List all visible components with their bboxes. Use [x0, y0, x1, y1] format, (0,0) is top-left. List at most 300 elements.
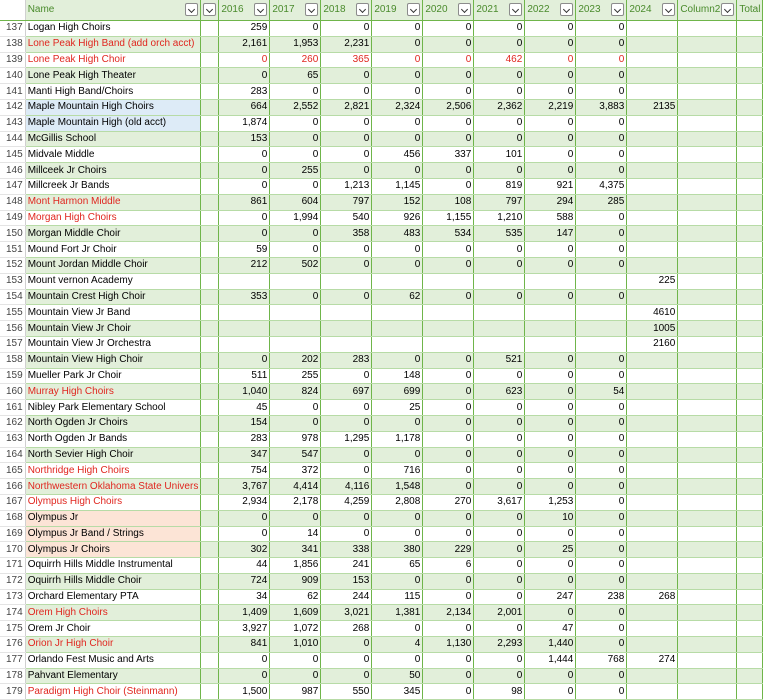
column-header-2019[interactable]: 2019 [372, 0, 423, 21]
cell-value[interactable]: 0 [423, 163, 474, 179]
cell-value[interactable]: 0 [423, 21, 474, 37]
row-number[interactable]: 152 [0, 257, 25, 273]
cell-value[interactable]: 0 [474, 526, 525, 542]
cell-value[interactable]: 0 [474, 431, 525, 447]
cell-total[interactable] [737, 68, 763, 84]
cell-value[interactable] [627, 21, 678, 37]
filter-dropdown-icon[interactable] [509, 3, 522, 16]
cell-total[interactable] [737, 526, 763, 542]
row-number[interactable]: 168 [0, 510, 25, 526]
cell-value[interactable]: 0 [525, 68, 576, 84]
cell-value[interactable]: 0 [423, 400, 474, 416]
cell-name[interactable]: Manti High Band/Choirs [25, 84, 201, 100]
column-header-2020[interactable]: 2020 [423, 0, 474, 21]
cell-value[interactable]: 148 [372, 368, 423, 384]
filter-dropdown-icon[interactable] [407, 3, 420, 16]
cell-value[interactable]: 1,953 [270, 36, 321, 52]
cell-value[interactable] [678, 336, 737, 352]
row-number[interactable]: 164 [0, 447, 25, 463]
cell-value[interactable]: 0 [219, 510, 270, 526]
cell-value[interactable]: 0 [372, 21, 423, 37]
cell-value[interactable]: 987 [270, 684, 321, 700]
cell-value[interactable]: 0 [423, 115, 474, 131]
filter-dropdown-icon[interactable] [611, 3, 624, 16]
cell-value[interactable]: 225 [627, 273, 678, 289]
row-number[interactable]: 159 [0, 368, 25, 384]
cell-value[interactable]: 0 [474, 242, 525, 258]
cell-value[interactable]: 65 [270, 68, 321, 84]
cell-value[interactable] [201, 668, 219, 684]
cell-value[interactable] [627, 573, 678, 589]
table-row[interactable] [0, 431, 763, 447]
cell-value[interactable]: 0 [270, 652, 321, 668]
cell-value[interactable]: 0 [474, 463, 525, 479]
table-row[interactable] [0, 605, 763, 621]
cell-value[interactable]: 345 [372, 684, 423, 700]
cell-value[interactable] [201, 178, 219, 194]
cell-value[interactable]: 797 [474, 194, 525, 210]
cell-value[interactable] [678, 257, 737, 273]
cell-value[interactable] [201, 400, 219, 416]
cell-value[interactable] [627, 242, 678, 258]
row-number[interactable]: 143 [0, 115, 25, 131]
cell-value[interactable]: 1,213 [321, 178, 372, 194]
cell-value[interactable] [627, 131, 678, 147]
cell-value[interactable]: 25 [372, 400, 423, 416]
cell-value[interactable] [627, 684, 678, 700]
column-header-column2[interactable]: Column2 [678, 0, 737, 21]
cell-value[interactable]: 0 [576, 637, 627, 653]
cell-name[interactable]: Orchard Elementary PTA [25, 589, 201, 605]
cell-value[interactable]: 797 [321, 194, 372, 210]
cell-value[interactable]: 98 [474, 684, 525, 700]
table-row[interactable] [0, 99, 763, 115]
cell-total[interactable] [737, 652, 763, 668]
cell-value[interactable] [678, 21, 737, 37]
cell-value[interactable]: 2,934 [219, 494, 270, 510]
cell-value[interactable]: 0 [474, 652, 525, 668]
cell-value[interactable]: 1,381 [372, 605, 423, 621]
cell-value[interactable]: 0 [474, 589, 525, 605]
cell-value[interactable]: 2,362 [474, 99, 525, 115]
cell-value[interactable] [270, 305, 321, 321]
cell-total[interactable] [737, 131, 763, 147]
cell-value[interactable] [627, 558, 678, 574]
cell-value[interactable]: 44 [219, 558, 270, 574]
cell-value[interactable]: 353 [219, 289, 270, 305]
cell-value[interactable]: 1,145 [372, 178, 423, 194]
cell-value[interactable] [423, 273, 474, 289]
cell-value[interactable]: 0 [576, 573, 627, 589]
cell-value[interactable] [576, 336, 627, 352]
cell-value[interactable]: 0 [270, 178, 321, 194]
table-row[interactable] [0, 384, 763, 400]
cell-value[interactable] [270, 273, 321, 289]
cell-value[interactable]: 0 [270, 21, 321, 37]
table-row[interactable] [0, 163, 763, 179]
table-row[interactable] [0, 242, 763, 258]
cell-value[interactable]: 1,295 [321, 431, 372, 447]
filter-dropdown-icon[interactable] [254, 3, 267, 16]
cell-value[interactable]: 47 [525, 621, 576, 637]
cell-value[interactable]: 0 [321, 242, 372, 258]
cell-value[interactable] [201, 589, 219, 605]
table-row[interactable] [0, 257, 763, 273]
cell-value[interactable]: 0 [576, 352, 627, 368]
cell-name[interactable]: Mound Fort Jr Choir [25, 242, 201, 258]
cell-total[interactable] [737, 558, 763, 574]
cell-value[interactable] [678, 321, 737, 337]
cell-name[interactable]: Oquirrh Hills Middle Choir [25, 573, 201, 589]
cell-value[interactable] [423, 321, 474, 337]
cell-value[interactable] [372, 305, 423, 321]
table-row[interactable] [0, 131, 763, 147]
cell-total[interactable] [737, 637, 763, 653]
cell-value[interactable]: 0 [219, 163, 270, 179]
cell-value[interactable]: 0 [270, 115, 321, 131]
cell-value[interactable] [474, 336, 525, 352]
cell-name[interactable]: Morgan Middle Choir [25, 226, 201, 242]
cell-value[interactable]: 547 [270, 447, 321, 463]
cell-value[interactable] [201, 431, 219, 447]
cell-value[interactable] [678, 226, 737, 242]
cell-value[interactable]: 0 [576, 463, 627, 479]
cell-value[interactable] [678, 558, 737, 574]
cell-value[interactable] [525, 273, 576, 289]
cell-value[interactable]: 0 [423, 463, 474, 479]
filter-dropdown-icon[interactable] [458, 3, 471, 16]
cell-value[interactable] [576, 273, 627, 289]
cell-value[interactable] [627, 542, 678, 558]
cell-value[interactable]: 0 [474, 163, 525, 179]
table-row[interactable] [0, 558, 763, 574]
table-row[interactable] [0, 510, 763, 526]
cell-value[interactable]: 0 [474, 289, 525, 305]
cell-value[interactable] [201, 21, 219, 37]
cell-value[interactable] [627, 147, 678, 163]
cell-value[interactable] [678, 431, 737, 447]
row-number[interactable]: 179 [0, 684, 25, 700]
cell-value[interactable] [201, 305, 219, 321]
table-row[interactable] [0, 494, 763, 510]
cell-value[interactable] [627, 447, 678, 463]
filter-dropdown-icon[interactable] [203, 3, 216, 16]
cell-value[interactable]: 502 [270, 257, 321, 273]
cell-value[interactable]: 1,210 [474, 210, 525, 226]
cell-value[interactable]: 50 [372, 668, 423, 684]
cell-total[interactable] [737, 668, 763, 684]
cell-name[interactable]: Lone Peak High Choir [25, 52, 201, 68]
cell-value[interactable] [678, 526, 737, 542]
cell-value[interactable]: 2,001 [474, 605, 525, 621]
cell-value[interactable]: 768 [576, 652, 627, 668]
cell-total[interactable] [737, 210, 763, 226]
table-row[interactable] [0, 463, 763, 479]
cell-value[interactable] [201, 273, 219, 289]
cell-name[interactable]: Pahvant Elementary [25, 668, 201, 684]
cell-value[interactable] [474, 273, 525, 289]
cell-value[interactable]: 14 [270, 526, 321, 542]
cell-name[interactable]: Morgan High Choirs [25, 210, 201, 226]
cell-value[interactable] [201, 147, 219, 163]
table-row[interactable] [0, 178, 763, 194]
cell-value[interactable] [576, 305, 627, 321]
cell-value[interactable]: 0 [474, 257, 525, 273]
cell-value[interactable] [525, 336, 576, 352]
cell-value[interactable]: 0 [576, 621, 627, 637]
cell-value[interactable]: 0 [525, 289, 576, 305]
cell-value[interactable]: 0 [423, 36, 474, 52]
cell-value[interactable]: 0 [525, 558, 576, 574]
cell-total[interactable] [737, 400, 763, 416]
cell-value[interactable] [678, 447, 737, 463]
cell-value[interactable]: 0 [219, 210, 270, 226]
cell-value[interactable]: 380 [372, 542, 423, 558]
cell-value[interactable]: 0 [321, 463, 372, 479]
cell-value[interactable]: 0 [372, 68, 423, 84]
cell-value[interactable]: 0 [423, 84, 474, 100]
table-row[interactable] [0, 415, 763, 431]
cell-total[interactable] [737, 289, 763, 305]
cell-value[interactable]: 0 [321, 289, 372, 305]
cell-value[interactable] [201, 36, 219, 52]
cell-value[interactable]: 841 [219, 637, 270, 653]
cell-value[interactable] [678, 305, 737, 321]
cell-total[interactable] [737, 321, 763, 337]
cell-value[interactable] [678, 131, 737, 147]
cell-name[interactable]: Mont Harmon Middle [25, 194, 201, 210]
cell-value[interactable] [201, 336, 219, 352]
cell-value[interactable]: 0 [474, 573, 525, 589]
cell-value[interactable]: 3,767 [219, 479, 270, 495]
cell-value[interactable]: 259 [219, 21, 270, 37]
cell-value[interactable]: 0 [576, 68, 627, 84]
cell-value[interactable]: 2,506 [423, 99, 474, 115]
cell-value[interactable]: 0 [576, 526, 627, 542]
cell-value[interactable]: 101 [474, 147, 525, 163]
cell-value[interactable]: 0 [576, 289, 627, 305]
row-number[interactable]: 138 [0, 36, 25, 52]
cell-name[interactable]: Midvale Middle [25, 147, 201, 163]
cell-value[interactable]: 0 [321, 68, 372, 84]
cell-name[interactable]: Maple Mountain High Choirs [25, 99, 201, 115]
cell-value[interactable] [474, 321, 525, 337]
cell-value[interactable]: 699 [372, 384, 423, 400]
filter-dropdown-icon[interactable] [721, 3, 734, 16]
cell-value[interactable]: 0 [219, 226, 270, 242]
row-number[interactable]: 151 [0, 242, 25, 258]
cell-value[interactable]: 0 [576, 257, 627, 273]
cell-value[interactable]: 0 [576, 131, 627, 147]
cell-total[interactable] [737, 463, 763, 479]
cell-total[interactable] [737, 178, 763, 194]
cell-value[interactable] [201, 573, 219, 589]
cell-value[interactable]: 285 [576, 194, 627, 210]
table-row[interactable] [0, 52, 763, 68]
cell-value[interactable]: 0 [525, 84, 576, 100]
cell-value[interactable]: 1,440 [525, 637, 576, 653]
cell-value[interactable]: 337 [423, 147, 474, 163]
table-row[interactable] [0, 194, 763, 210]
cell-value[interactable]: 0 [576, 242, 627, 258]
cell-value[interactable]: 0 [576, 542, 627, 558]
cell-value[interactable] [678, 415, 737, 431]
cell-value[interactable]: 0 [321, 637, 372, 653]
cell-value[interactable]: 54 [576, 384, 627, 400]
cell-value[interactable]: 1,178 [372, 431, 423, 447]
cell-name[interactable]: North Ogden Jr Choirs [25, 415, 201, 431]
cell-value[interactable] [201, 242, 219, 258]
cell-value[interactable] [201, 226, 219, 242]
cell-value[interactable]: 0 [423, 384, 474, 400]
table-row[interactable] [0, 573, 763, 589]
cell-value[interactable]: 0 [576, 431, 627, 447]
cell-value[interactable]: 1,130 [423, 637, 474, 653]
cell-value[interactable]: 0 [474, 479, 525, 495]
cell-value[interactable]: 511 [219, 368, 270, 384]
cell-value[interactable]: 1,010 [270, 637, 321, 653]
cell-value[interactable]: 1,040 [219, 384, 270, 400]
cell-value[interactable]: 0 [474, 400, 525, 416]
row-number[interactable]: 139 [0, 52, 25, 68]
cell-value[interactable] [627, 431, 678, 447]
cell-value[interactable]: 0 [474, 84, 525, 100]
cell-value[interactable]: 3,617 [474, 494, 525, 510]
cell-value[interactable]: 0 [576, 447, 627, 463]
cell-value[interactable] [423, 305, 474, 321]
cell-value[interactable]: 0 [372, 36, 423, 52]
cell-value[interactable] [372, 321, 423, 337]
cell-name[interactable]: North Ogden Jr Bands [25, 431, 201, 447]
cell-value[interactable] [201, 447, 219, 463]
cell-value[interactable] [201, 542, 219, 558]
cell-total[interactable] [737, 194, 763, 210]
cell-total[interactable] [737, 99, 763, 115]
cell-value[interactable]: 0 [474, 21, 525, 37]
cell-value[interactable] [201, 52, 219, 68]
cell-value[interactable] [678, 368, 737, 384]
cell-value[interactable]: 0 [525, 526, 576, 542]
cell-name[interactable]: Paradigm High Choir (Steinmann) [25, 684, 201, 700]
cell-value[interactable] [627, 510, 678, 526]
cell-value[interactable] [201, 415, 219, 431]
cell-value[interactable] [627, 368, 678, 384]
cell-value[interactable]: 0 [525, 447, 576, 463]
cell-value[interactable]: 0 [525, 21, 576, 37]
row-number[interactable]: 140 [0, 68, 25, 84]
cell-name[interactable]: Olympus High Choirs [25, 494, 201, 510]
cell-value[interactable]: 1,500 [219, 684, 270, 700]
cell-value[interactable]: 0 [270, 242, 321, 258]
cell-value[interactable]: 664 [219, 99, 270, 115]
cell-total[interactable] [737, 352, 763, 368]
cell-value[interactable]: 1,856 [270, 558, 321, 574]
cell-value[interactable]: 0 [576, 400, 627, 416]
cell-value[interactable] [201, 257, 219, 273]
cell-value[interactable] [201, 526, 219, 542]
cell-value[interactable]: 0 [576, 226, 627, 242]
cell-value[interactable]: 2135 [627, 99, 678, 115]
table-row[interactable] [0, 68, 763, 84]
cell-value[interactable]: 697 [321, 384, 372, 400]
cell-value[interactable] [678, 494, 737, 510]
cell-value[interactable] [678, 637, 737, 653]
cell-name[interactable]: Murray High Choirs [25, 384, 201, 400]
cell-value[interactable]: 341 [270, 542, 321, 558]
cell-value[interactable] [678, 542, 737, 558]
cell-value[interactable]: 2,821 [321, 99, 372, 115]
cell-value[interactable]: 238 [576, 589, 627, 605]
cell-value[interactable]: 0 [423, 368, 474, 384]
row-number[interactable]: 149 [0, 210, 25, 226]
cell-value[interactable]: 62 [270, 589, 321, 605]
cell-total[interactable] [737, 273, 763, 289]
cell-value[interactable]: 229 [423, 542, 474, 558]
cell-name[interactable]: Northridge High Choirs [25, 463, 201, 479]
cell-value[interactable]: 0 [525, 257, 576, 273]
cell-value[interactable]: 2,552 [270, 99, 321, 115]
cell-value[interactable] [627, 52, 678, 68]
cell-value[interactable] [678, 36, 737, 52]
row-number[interactable]: 147 [0, 178, 25, 194]
cell-name[interactable]: Orlando Fest Music and Arts [25, 652, 201, 668]
cell-value[interactable]: 462 [474, 52, 525, 68]
cell-value[interactable]: 247 [525, 589, 576, 605]
cell-value[interactable] [474, 305, 525, 321]
cell-value[interactable] [627, 352, 678, 368]
cell-value[interactable]: 0 [525, 368, 576, 384]
cell-value[interactable]: 1005 [627, 321, 678, 337]
row-number[interactable]: 158 [0, 352, 25, 368]
cell-value[interactable] [627, 36, 678, 52]
cell-value[interactable]: 0 [321, 147, 372, 163]
table-row[interactable] [0, 479, 763, 495]
cell-value[interactable]: 2,219 [525, 99, 576, 115]
cell-value[interactable]: 3,883 [576, 99, 627, 115]
cell-value[interactable]: 2,231 [321, 36, 372, 52]
cell-value[interactable] [678, 573, 737, 589]
cell-name[interactable]: Mountain View Jr Band [25, 305, 201, 321]
cell-name[interactable]: Orion Jr High Choir [25, 637, 201, 653]
cell-value[interactable]: 25 [525, 542, 576, 558]
filter-dropdown-icon[interactable] [356, 3, 369, 16]
row-number[interactable]: 156 [0, 321, 25, 337]
cell-value[interactable]: 0 [372, 510, 423, 526]
cell-value[interactable] [201, 194, 219, 210]
cell-value[interactable]: 0 [525, 384, 576, 400]
cell-value[interactable]: 0 [525, 163, 576, 179]
table-row[interactable] [0, 637, 763, 653]
cell-value[interactable]: 0 [372, 415, 423, 431]
cell-value[interactable] [627, 194, 678, 210]
cell-value[interactable]: 241 [321, 558, 372, 574]
cell-value[interactable]: 202 [270, 352, 321, 368]
column-header-2017[interactable]: 2017 [270, 0, 321, 21]
cell-value[interactable]: 1,548 [372, 479, 423, 495]
row-number[interactable]: 137 [0, 21, 25, 37]
table-row[interactable] [0, 368, 763, 384]
cell-value[interactable] [678, 463, 737, 479]
cell-value[interactable]: 4,259 [321, 494, 372, 510]
cell-value[interactable]: 153 [321, 573, 372, 589]
cell-value[interactable]: 4 [372, 637, 423, 653]
cell-value[interactable] [678, 68, 737, 84]
cell-value[interactable]: 0 [576, 163, 627, 179]
table-row[interactable] [0, 447, 763, 463]
cell-value[interactable]: 4,375 [576, 178, 627, 194]
cell-value[interactable]: 0 [576, 494, 627, 510]
cell-name[interactable]: Millcreek Jr Bands [25, 178, 201, 194]
